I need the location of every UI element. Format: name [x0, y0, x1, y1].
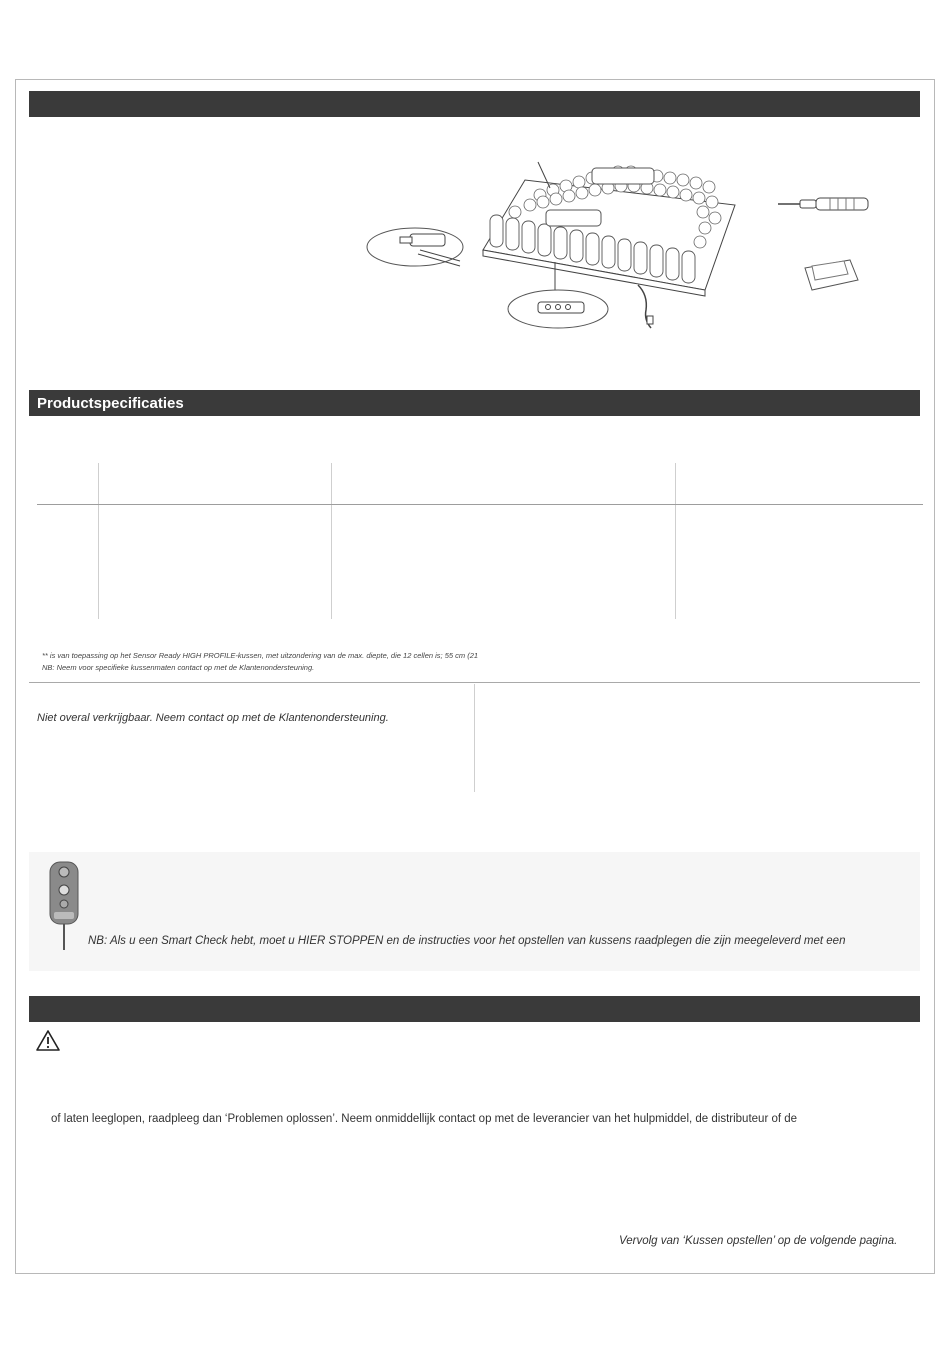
- cushion: [483, 162, 735, 296]
- column-divider: [474, 684, 475, 792]
- section-title-specs: Productspecificaties: [29, 390, 920, 416]
- smart-check-note: NB: Als u een Smart Check hebt, moet u HIER STOPPEN en de instructies voor het opstellen van kussens raadplegen die zijn meegeleverd met een: [88, 935, 846, 947]
- table-column-divider: [675, 463, 676, 619]
- warning-triangle-icon: [35, 1029, 61, 1052]
- warning-text: of laten leeglopen, raadpleeg dan ‘Problemen oplossen’. Neem onmiddellijk contact op met de leverancier van het hulpmiddel, de distributeur of de: [51, 1113, 798, 1125]
- section-divider: [29, 682, 920, 683]
- availability-note: Niet overal verkrijgbaar. Neem contact op met de Klantenondersteuning.: [37, 712, 389, 724]
- smart-check-box: [29, 852, 920, 971]
- product-illustration: [360, 150, 880, 335]
- table-column-divider: [331, 463, 332, 619]
- footnote-sizes: NB: Neem voor specifieke kussenmaten contact op met de Klantenondersteuning.: [42, 663, 315, 672]
- manual-booklet: [805, 260, 858, 290]
- table-header-rule: [37, 504, 923, 505]
- table-column-divider: [98, 463, 99, 619]
- hand-pump: [778, 198, 868, 210]
- section-bar-setup: [29, 996, 920, 1022]
- continued-note: Vervolg van ‘Kussen opstellen’ op de volgende pagina.: [619, 1235, 898, 1247]
- smart-check-device-icon: [46, 860, 82, 952]
- section-bar-contents: [29, 91, 920, 117]
- footnote-high-profile: ** is van toepassing op het Sensor Ready HIGH PROFILE-kussen, met uitzondering van de max. diepte, die 12 cellen is; 55 cm (21: [42, 651, 479, 660]
- inflation-pump-callout: [367, 228, 463, 266]
